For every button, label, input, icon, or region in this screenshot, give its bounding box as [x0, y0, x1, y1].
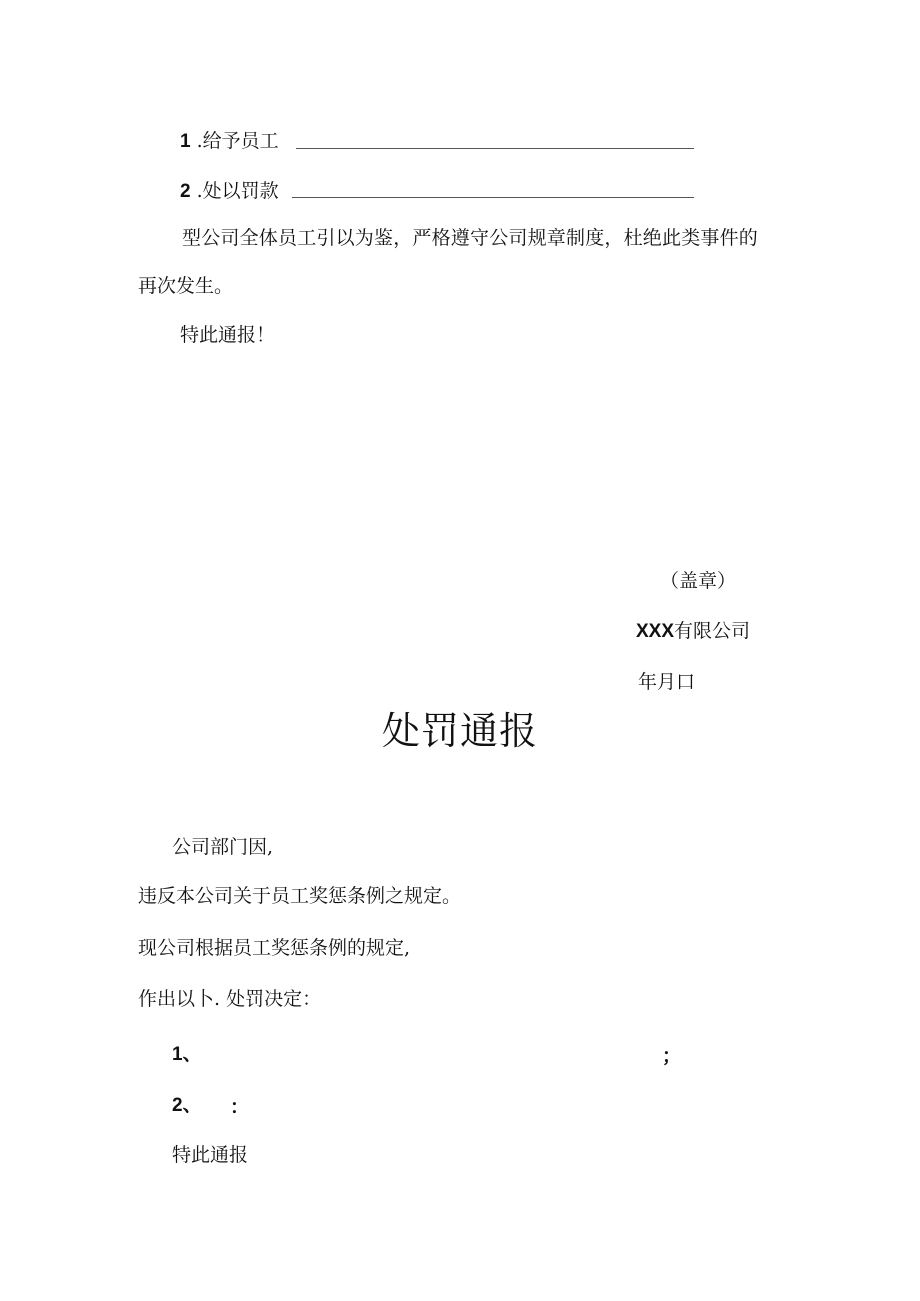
penalty-item-1: [180, 129, 279, 154]
seal-label: （盖章）: [660, 570, 737, 592]
item-text: .处以罚款: [196, 180, 279, 202]
warning-paragraph-line-2: 再次发生。: [138, 275, 234, 297]
item-number: 1: [180, 131, 191, 152]
blank-line-item-2: [292, 197, 694, 198]
notice-line-1: 公司部门因,: [172, 836, 274, 858]
decision-item-2-colon: ：: [230, 1097, 250, 1118]
notice-line-3: 现公司根据员工奖惩条例的规定,: [138, 937, 411, 959]
company-suffix: 有限公司: [674, 620, 751, 642]
document-title: 处罚通报: [381, 709, 538, 753]
decision-item-1-number: 1、: [172, 1044, 202, 1065]
blank-line-item-1: [296, 148, 694, 149]
decision-item-2-number: 2、: [172, 1095, 202, 1116]
penalty-item-2: [180, 179, 279, 204]
notice-line-2: 违反本公司关于员工奖惩条例之规定。: [138, 885, 462, 907]
closing-text: 特此通报！: [180, 324, 276, 346]
item-text: .给予员工: [196, 130, 279, 152]
notice-line-4: 作出以卜. 处罚决定：: [138, 988, 322, 1010]
closing-text-2: 特此通报: [172, 1144, 249, 1166]
decision-item-1-end: ；: [662, 1046, 682, 1067]
company-name: [636, 619, 750, 644]
warning-paragraph-line-1: 型公司全体员工引以为鉴，严格遵守公司规章制度，杜绝此类事件的: [182, 227, 759, 249]
company-prefix: XXX: [636, 621, 675, 642]
date-line: 年月口: [638, 671, 696, 693]
item-number: 2: [180, 181, 191, 202]
